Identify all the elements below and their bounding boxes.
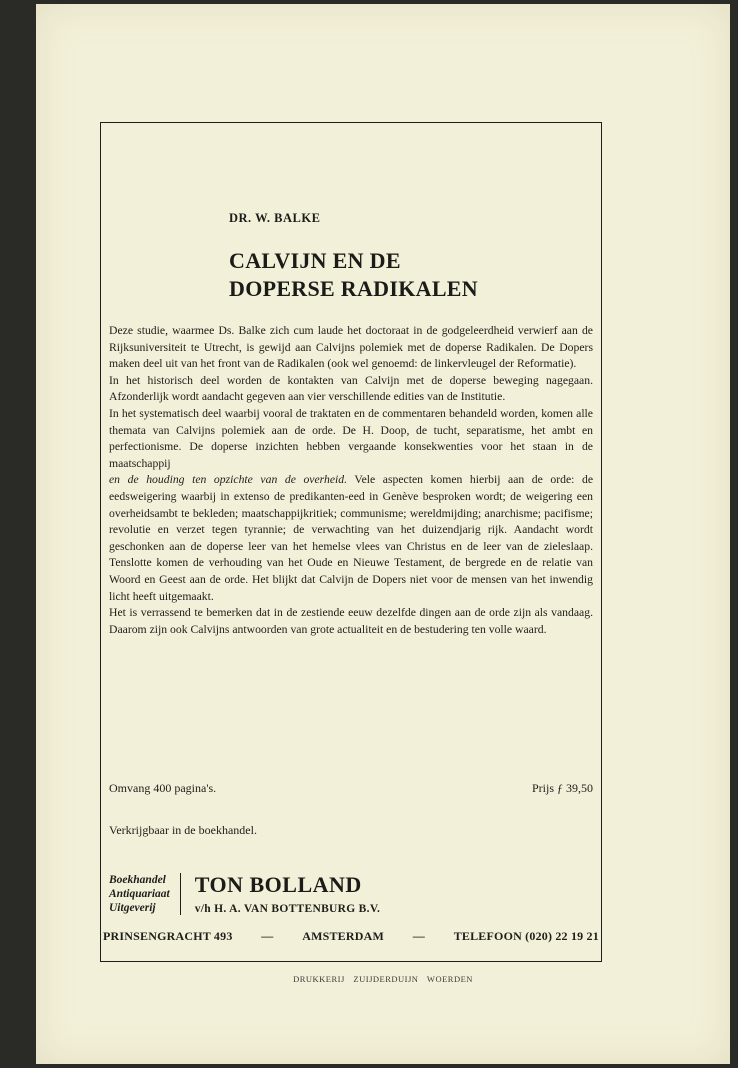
publisher-name-block	[181, 873, 380, 915]
publisher-name: TON BOLLAND	[194, 872, 362, 897]
role-bookshop: Boekhandel	[109, 874, 166, 886]
publisher-block	[109, 871, 380, 917]
paragraph-4	[109, 472, 593, 605]
dash-2: —	[412, 929, 425, 943]
availability: Verkrijgbaar in de boekhandel.	[109, 823, 257, 837]
paragraph-5: Het is verrassend te bemerken dat in de zestiende eeuw dezelfde dingen aan de orde zijn als vandaag. Daarom zijn ook Calvijns antwoorden van grote actualiteit en de bestudering ten volle waard.	[109, 606, 593, 636]
extent-price-row	[109, 781, 593, 796]
address-line	[103, 929, 599, 944]
printer-imprint: DRUKKERIJ ZUIJDERDUIJN WOERDEN	[293, 974, 473, 984]
book-title	[229, 247, 478, 303]
paragraph-2: In het historisch deel worden de kontakten van Calvijn met de doperse beweging nagegaan. Afzonderlijk wordt aandacht gegeven aan vier verschillende edities van de Institutie.	[109, 373, 593, 404]
advertisement-frame	[100, 122, 602, 962]
price: Prijs ƒ 39,50	[531, 781, 593, 795]
publisher-roles	[109, 873, 181, 915]
paragraph-3: In het systematisch deel waarbij vooral de traktaten en de commentaren behandeld worden, komen alle themata van Calvijns polemiek aan de orde. De H. Doop, de tucht, separatisme, het ambt en perfectionisme. De doperse inzichten hebben vergaande konsekwenties voor het staan in de maatschappij	[109, 406, 593, 470]
extent: Omvang 400 pagina's.	[109, 781, 217, 795]
paragraph-1: Deze studie, waarmee Ds. Balke zich cum laude het doctoraat in de godgeleerdheid verwierf aan de Rijksuniversiteit te Utrecht, is gewijd aan Calvijns polemiek met de doperse Radikalen. De Dopers maken deel uit van het front van de Radikalen (ook wel genoemd: de linkervleugel der Reformatie).	[109, 324, 593, 371]
title-line-2: DOPERSE RADIKALEN	[229, 276, 478, 301]
description	[109, 323, 593, 638]
publisher-former-name: v/h H. A. VAN BOTTENBURG B.V.	[194, 903, 381, 915]
role-antiquarian: Antiquariaat	[109, 888, 170, 900]
phone: TELEFOON (020) 22 19 21	[453, 929, 599, 943]
page	[36, 4, 730, 1064]
street: PRINSENGRACHT 493	[103, 929, 233, 943]
dash-1: —	[261, 929, 274, 943]
title-line-1: CALVIJN EN DE	[229, 248, 401, 273]
city: AMSTERDAM	[302, 929, 385, 943]
author: DR. W. BALKE	[229, 211, 321, 225]
paragraph-4-italic: en de houding ten opzichte van de overheid.	[109, 473, 348, 487]
role-publisher: Uitgeverij	[109, 902, 156, 914]
paragraph-4-rest: Vele aspecten komen hierbij aan de orde: de eedsweigering waarbij in extenso de predikanten-eed in Genève besproken wordt; de weigering een overheidsambt te bekleden; maatschappijkritiek; communisme; wereldmijding; anarchisme; pacifisme; revolutie en verzet tegen tyrannie; de verwachting van het duizendjarig rijk. Aandacht wordt geschonken aan de doperse leer van het hemelse vlees van Christus en de leer van de zieleslaap. Tenslotte komen de verhouding van het Oude en Nieuwe Testament, de bergrede en de relatie van Woord en Geest aan de orde. Het blijkt dat Calvijn de Dopers niet voor de mensen van het inwendig licht heeft uitgemaakt.	[109, 473, 594, 603]
